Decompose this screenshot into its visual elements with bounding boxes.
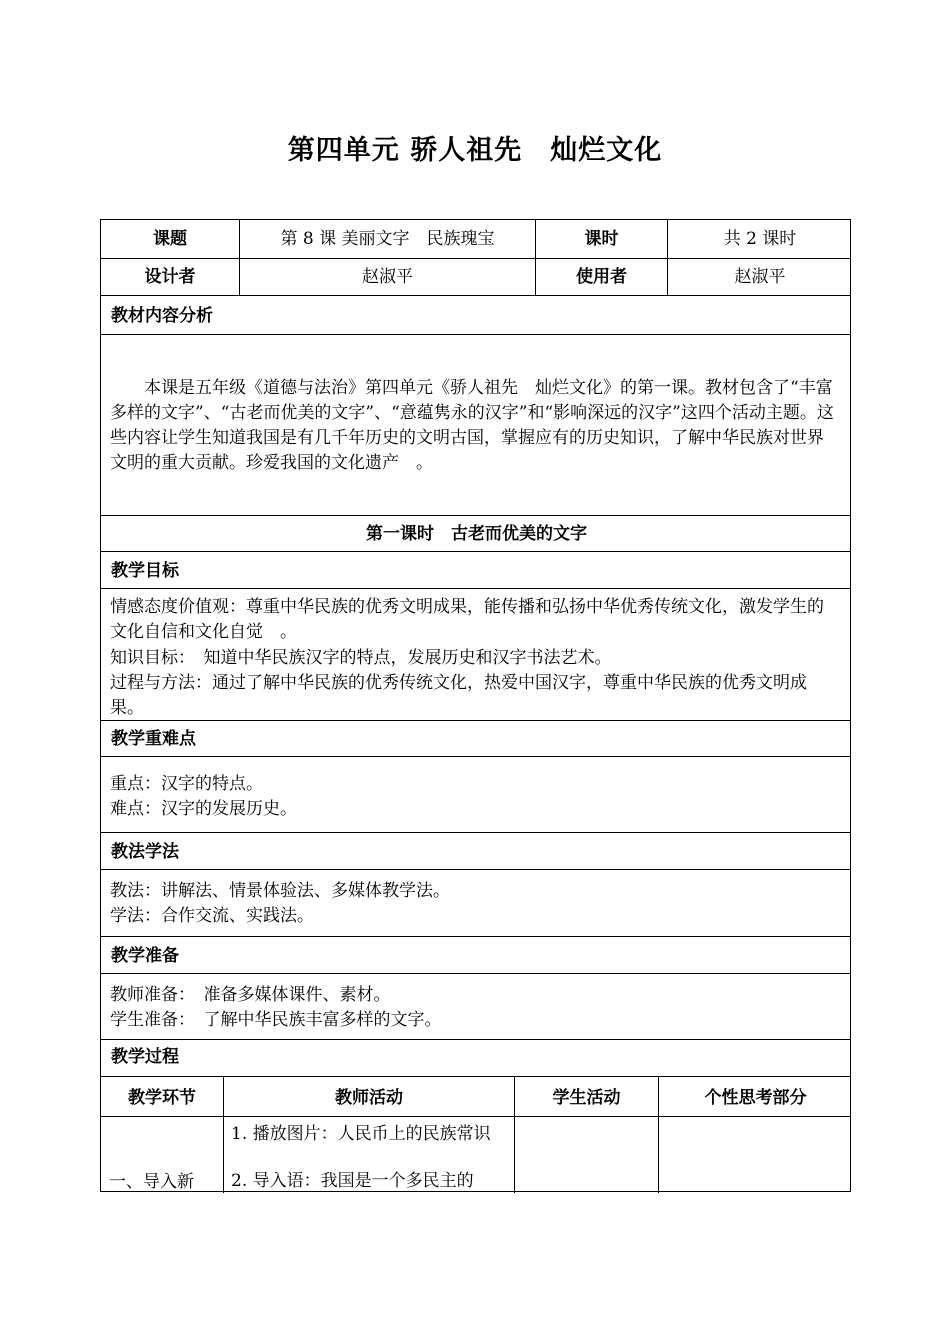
stage-intro: 一、导入新 bbox=[109, 1172, 194, 1192]
student-prep: 学生准备： 了解中华民族丰富多样的文字。 bbox=[110, 1010, 442, 1030]
row-divider bbox=[101, 295, 850, 296]
topic-label: 课题 bbox=[153, 229, 187, 249]
user-label: 使用者 bbox=[576, 267, 627, 287]
keypoint-main: 重点：汉字的特点。 bbox=[110, 774, 263, 794]
row-divider bbox=[101, 551, 850, 552]
teacher-prep: 教师准备： 准备多媒体课件、素材。 bbox=[110, 985, 391, 1005]
teacher-activity-1: 1. 播放图片：人民币上的民族常识 bbox=[231, 1124, 491, 1144]
page-title: 第四单元 骄人祖先 灿烂文化 bbox=[287, 135, 663, 166]
col-teacher-header: 教师活动 bbox=[335, 1088, 403, 1108]
row-divider bbox=[101, 334, 850, 335]
period-label: 课时 bbox=[584, 229, 619, 249]
col-stage-header: 教学环节 bbox=[128, 1088, 196, 1108]
methods-heading: 教法学法 bbox=[111, 842, 179, 862]
col-reflection-header: 个性思考部分 bbox=[704, 1088, 807, 1108]
goals-knowledge: 知识目标： 知道中华民族汉字的特点，发展历史和汉字书法艺术。 bbox=[110, 648, 612, 668]
row-divider bbox=[101, 1116, 850, 1117]
analysis-text: 本课是五年级《道德与法治》第四单元《骄人祖先 灿烂文化》的第一课。教材包含了“丰富多样的文字”、“古老而优美的文字”、“意蕴隽永的汉字”和“影响深远的汉字”这四个活动主题。这些内容让学生知道我国是有几千年历史的文明古国，掌握应有的历史知识，了解中华民族对世界文明的重大贡献。珍爱我国的文化遗产 。 bbox=[110, 378, 834, 473]
analysis-heading: 教材内容分析 bbox=[111, 306, 213, 326]
row-divider bbox=[101, 258, 850, 259]
process-heading: 教学过程 bbox=[111, 1047, 179, 1067]
teaching-methods: 教法：讲解法、情景体验法、多媒体教学法。 bbox=[110, 881, 450, 901]
row-divider bbox=[101, 515, 850, 516]
goals-affective: 情感态度价值观：尊重中华民族的优秀文明成果，能传播和弘扬中华优秀传统文化，激发学生的文化自信和文化自觉 。 bbox=[110, 597, 824, 642]
designer-label: 设计者 bbox=[144, 267, 196, 287]
teacher-activity-2: 2. 导入语：我国是一个多民主的 bbox=[231, 1171, 474, 1191]
row-divider bbox=[101, 1039, 850, 1040]
topic-value: 第 8 课 美丽文字 民族瑰宝 bbox=[280, 229, 495, 249]
row-divider bbox=[101, 756, 850, 757]
row-divider bbox=[101, 973, 850, 974]
row-divider bbox=[101, 869, 850, 870]
period-value: 共 2 课时 bbox=[723, 229, 797, 249]
row-divider bbox=[101, 832, 850, 833]
keypoint-difficult: 难点：汉字的发展历史。 bbox=[110, 799, 297, 819]
user-value: 赵淑平 bbox=[734, 267, 786, 287]
lesson-plan-table bbox=[100, 219, 851, 1192]
prep-heading: 教学准备 bbox=[111, 946, 179, 966]
row-divider bbox=[101, 1076, 850, 1077]
goals-heading: 教学目标 bbox=[111, 561, 179, 581]
designer-value: 赵淑平 bbox=[362, 267, 413, 287]
row-divider bbox=[101, 588, 850, 589]
col-student-header: 学生活动 bbox=[552, 1088, 621, 1108]
lesson-title: 第一课时 古老而优美的文字 bbox=[366, 524, 587, 544]
keypoints-heading: 教学重难点 bbox=[111, 729, 196, 749]
goals-process: 过程与方法：通过了解中华民族的优秀传统文化，热爱中国汉字，尊重中华民族的优秀文明成果。 bbox=[110, 673, 807, 718]
learning-methods: 学法：合作交流、实践法。 bbox=[110, 906, 314, 926]
row-divider bbox=[101, 936, 850, 937]
